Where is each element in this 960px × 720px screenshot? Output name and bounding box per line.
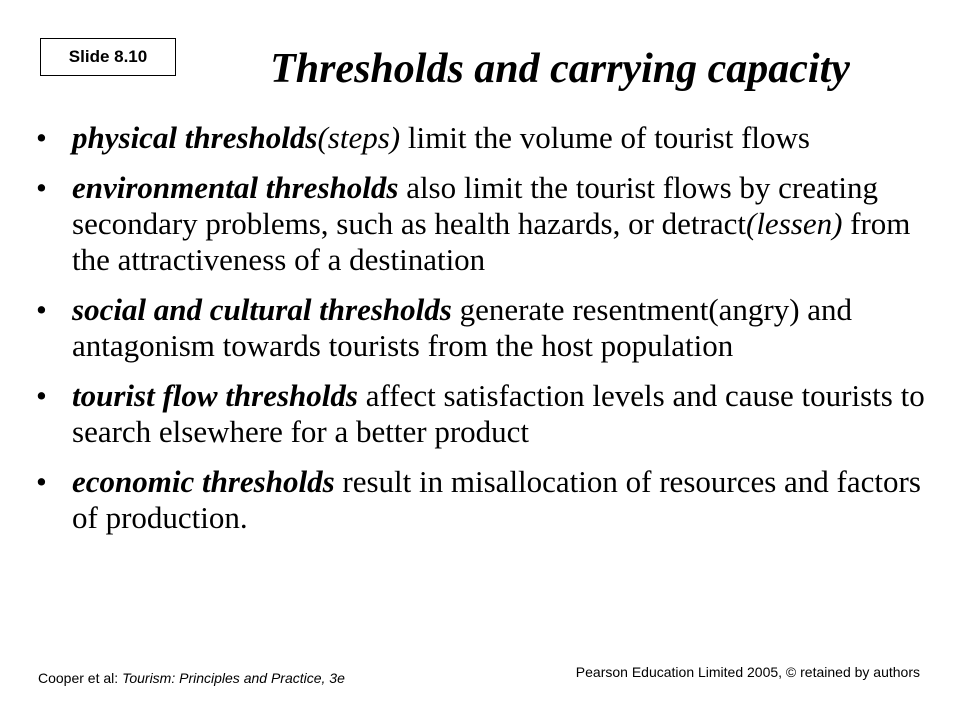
- bullet-parenthetical: (steps): [317, 120, 401, 155]
- bullet-term: social and cultural thresholds: [72, 292, 452, 327]
- bullet-term: environmental thresholds: [72, 170, 399, 205]
- bullet-term: physical thresholds: [72, 120, 318, 155]
- bullet-dot-icon: •: [36, 464, 47, 499]
- bullet-social-cultural-thresholds: [28, 292, 928, 364]
- footer-citation: [38, 670, 345, 686]
- bullet-text: generate resentment(angry) and antagonism towards tourists from the host population: [72, 292, 853, 363]
- bullet-economic-thresholds: [28, 464, 928, 536]
- bullet-physical-thresholds: [28, 120, 928, 156]
- bullet-dot-icon: •: [36, 292, 47, 327]
- bullet-dot-icon: •: [36, 120, 47, 155]
- footer-citation-authors: Cooper et al:: [38, 670, 123, 686]
- bullet-term: economic thresholds: [72, 464, 335, 499]
- bullet-dot-icon: •: [36, 378, 47, 413]
- bullet-text: also limit the tourist flows by creating secondary problems, such as health hazards, or detract: [72, 170, 878, 241]
- footer-copyright: Pearson Education Limited 2005, © retained by authors: [575, 664, 920, 680]
- bullet-text: limit the volume of tourist flows: [400, 120, 810, 155]
- bullet-parenthetical: (lessen): [746, 206, 843, 241]
- bullet-text: from the attractiveness of a destination: [72, 206, 911, 277]
- footer-citation-book: Tourism: Principles and Practice, 3e: [122, 670, 345, 686]
- bullet-environmental-thresholds: [28, 170, 928, 278]
- bullet-dot-icon: •: [36, 170, 47, 205]
- slide-title: Thresholds and carrying capacity: [270, 46, 850, 92]
- slide-number-label: Slide 8.10: [40, 38, 176, 76]
- bullet-list: [28, 120, 928, 550]
- bullet-text: result in misallocation of resources and factors of production.: [72, 464, 921, 535]
- bullet-term: tourist flow thresholds: [72, 378, 358, 413]
- bullet-tourist-flow-thresholds: [28, 378, 928, 450]
- bullet-text: affect satisfaction levels and cause tourists to search elsewhere for a better product: [72, 378, 925, 449]
